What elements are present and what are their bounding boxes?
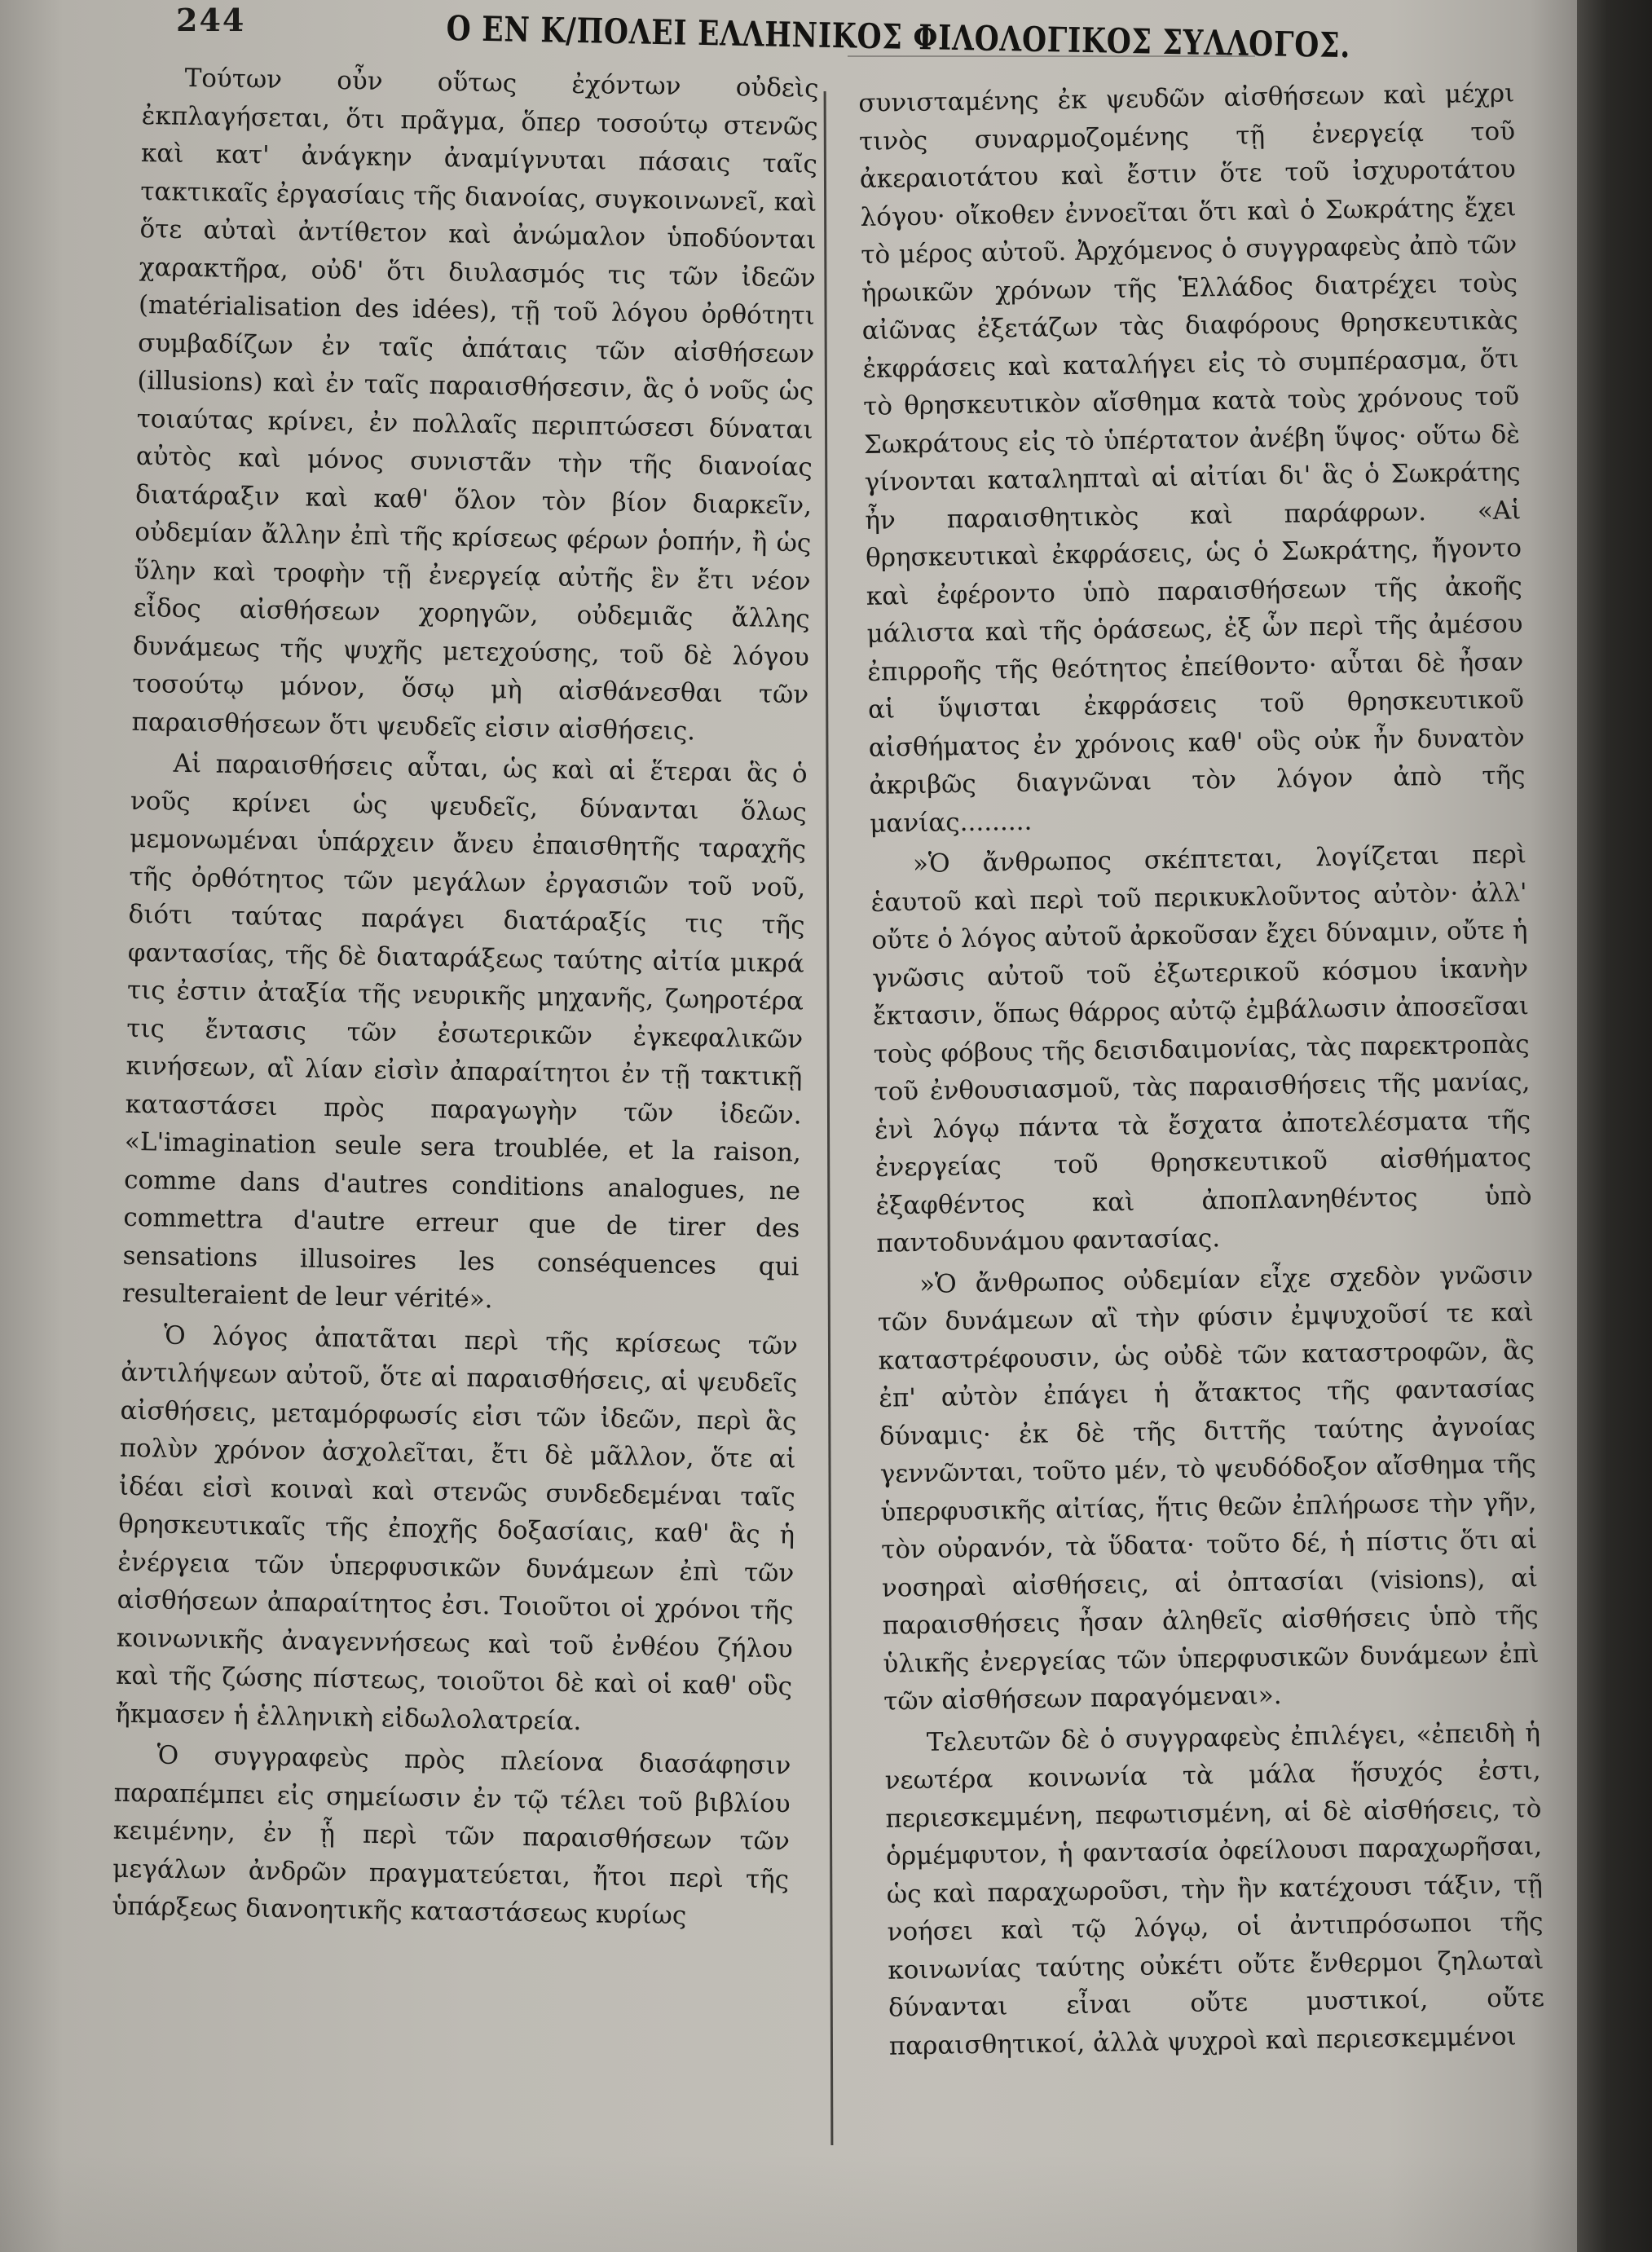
right-column bbox=[858, 74, 1545, 2068]
right-paragraph-1: συνισταμένης ἐκ ψευδῶν αἰσθήσεων καὶ μέχρι τινὸς συναρμοζομένης τῇ ἐνεργείᾳ τοῦ ἀκεραιοτάτου καὶ ἔστιν ὅτε τοῦ ἰσχυροτάτου λόγου· οἴκοθεν ἐννοεῖται ὅτι καὶ ὁ Σωκράτης ἔχει τὸ μέρος αὐτοῦ. Ἀρχόμενος ὁ συγγραφεὺς ἀπὸ τῶν ἡρωικῶν χρόνων τῆς Ἑλλάδος διατρέχει τοὺς αἰῶνας ἐξετάζων τὰς διαφόρους θρησκευτικὰς ἐκφράσεις καὶ καταλήγει εἰς τὸ συμπέρασμα, ὅτι τὸ θρησκευτικὸν αἴσθημα κατὰ τοὺς χρόνους τοῦ Σωκράτους εἰς τὸ ὑπέρτατον ἀνέβη ὕψος· οὕτω δὲ γίνονται καταληπταὶ αἱ αἰτίαι δι' ἃς ὁ Σωκράτης ἦν παραισθητικὸς καὶ παράφρων. «Αἱ θρησκευτικαὶ ἐκφράσεις, ὡς ὁ Σωκράτης, ἤγοντο καὶ ἐφέροντο ὑπὸ παραισθήσεων τῆς ἀκοῆς μάλιστα καὶ τῆς ὁράσεως, ἐξ ὧν περὶ τῆς ἀμέσου ἐπιρροῆς τῆς θεότητος ἐπείθοντο· αὗται δὲ ἦσαν αἱ ὕψισται ἐκφράσεις τοῦ θρησκευτικοῦ αἰσθήματος ἐν χρόνοις καθ' οὓς οὐκ ἦν δυνατὸν ἀκριβῶς διαγνῶναι τὸν λόγον ἀπὸ τῆς μανίας......... bbox=[858, 78, 1526, 839]
right-paragraph-3: »Ὁ ἄνθρωπος οὐδεμίαν εἶχε σχεδὸν γνῶσιν τῶν δυνάμεων αἳ τὴν φύσιν ἐμψυχοῦσί τε καὶ καταστρέφουσιν, ὡς οὐδὲ τῶν καταστροφῶν, ἃς ἐπ' αὐτὸν ἐπάγει ἡ ἄτακτος τῆς φαντασίας δύναμις· ἐκ δὲ τῆς διττῆς ταύτης ἀγνοίας γεννῶνται, τοῦτο μέν, τὸ ψευδόδοξον αἴσθημα τῆς ὑπερφυσικῆς αἰτίας, ἥτις θεῶν ἐπλήρωσε τὴν γῆν, τὸν οὐρανόν, τὰ ὕδατα· τοῦτο δέ, ἡ πίστις ὅτι αἱ νοσηραὶ αἰσθήσεις, αἱ ὀπτασίαι (visions), αἱ παραισθήσεις ἦσαν ἀληθεῖς αἰσθήσεις ὑπὸ τῆς ὑλικῆς ἐνεργείας τῶν ὑπερφυσικῶν δυνάμεων ἐπὶ τῶν αἰσθήσεων παραγόμεναι». bbox=[877, 1259, 1540, 1717]
right-paragraph-4: Τελευτῶν δὲ ὁ συγγραφεὺς ἐπιλέγει, «ἐπειδὴ ἡ νεωτέρα κοινωνία τὰ μάλα ἥσυχός ἐστι, περιεσκεμμένη, πεφωτισμένη, αἱ δὲ αἰσθήσεις, τὸ ὁρμέμφυτον, ἡ φαντασία ὀφείλουσι παραχωρῆσαι, ὡς καὶ παραχωροῦσι, τὴν ἣν κατέχουσι τάξιν, τῇ νοήσει καὶ τῷ λόγῳ, οἱ ἀντιπρόσωποι τῆς κοινωνίας ταύτης οὐκέτι οὔτε ἔνθερμοι ζηλωταὶ δύνανται εἶναι οὔτε μυστικοί, οὔτε παραισθητικοί, ἀλλὰ ψυχροὶ καὶ περιεσκεμμένοι bbox=[884, 1717, 1545, 2061]
page-header bbox=[0, 0, 1577, 65]
running-title: Ο ΕΝ Κ/ΠΟΛΕΙ ΕΛΛΗΝΙΚΟΣ ΦΙΛΟΛΟΓΙΚΟΣ ΣΥΛΛΟΓΟΣ. bbox=[446, 8, 1351, 66]
column-divider bbox=[824, 91, 834, 2145]
left-paragraph-1: Τούτων οὖν οὕτως ἐχόντων οὐδεὶς ἐκπλαγήσεται, ὅτι πρᾶγμα, ὅπερ τοσούτῳ στενῶς καὶ κατ' ἀνάγκην ἀναμίγνυται πάσαις ταῖς τακτικαῖς ἐργασίαις τῆς διανοίας, συγκοινωνεῖ, καὶ ὅτε αὐταὶ ἀντίθετον καὶ ἀνώμαλον ὑποδύονται χαρακτῆρα, οὐδ' ὅτι διυλασμός τις τῶν ἰδεῶν (matérialisation des idées), τῇ τοῦ λόγου ὀρθότητι συμβαδίζων ἐν ταῖς ἀπάταις τῶν αἰσθήσεων (illusions) καὶ ἐν ταῖς παραισθήσεσιν, ἃς ὁ νοῦς ὡς τοιαύτας κρίνει, ἐν πολλαῖς περιπτώσεσι δύναται αὐτὸς καὶ μόνος συνιστᾶν τὴν τῆς διανοίας διατάραξιν καὶ καθ' ὅλον τὸν βίον διαρκεῖν, οὐδεμίαν ἄλλην ἐπὶ τῆς κρίσεως φέρων ῥοπήν, ἢ ὡς ὕλην καὶ τροφὴν τῇ ἐνεργείᾳ αὐτῆς ἓν ἔτι νέον εἶδος αἰσθήσεων χορηγῶν, οὐδεμιᾶς ἄλλης δυνάμεως τῆς ψυχῆς μετεχούσης, τοῦ δὲ λόγου τοσούτῳ μόνον, ὅσῳ μὴ αἰσθάνεσθαι τῶν παραισθήσεων ὅτι ψευδεῖς εἰσιν αἰσθήσεις. bbox=[131, 63, 819, 746]
header-rule bbox=[848, 55, 1255, 57]
right-paragraph-2: »Ὁ ἄνθρωπος σκέπτεται, λογίζεται περὶ ἑαυτοῦ καὶ περὶ τοῦ περικυκλοῦντος αὐτὸν· ἀλλ' οὔτε ὁ λόγος αὐτοῦ ἀρκοῦσαν ἔχει δύναμιν, οὔτε ἡ γνῶσις αὐτοῦ τοῦ ἐξωτερικοῦ κόσμου ἱκανὴν ἔκτασιν, ὅπως θάρρος αὐτῷ ἐμβάλωσιν ἀποσεῖσαι τοὺς φόβους τῆς δεισιδαιμονίας, τὰς παρεκτροπὰς τοῦ ἐνθουσιασμοῦ, τὰς παραισθήσεις τῆς μανίας, ἑνὶ λόγῳ πάντα τὰ ἔσχατα ἀποτελέσματα τῆς ἐνεργείας τοῦ θρησκευτικοῦ αἰσθήματος ἐξαφθέντος καὶ ἀποπλανηθέντος ὑπὸ παντοδυνάμου φαντασίας. bbox=[870, 840, 1532, 1258]
page-shadow bbox=[0, 2154, 1577, 2252]
left-paragraph-2: Αἱ παραισθήσεις αὗται, ὡς καὶ αἱ ἕτεραι ἃς ὁ νοῦς κρίνει ὡς ψευδεῖς, δύνανται ὅλως μεμονωμέναι ὑπάρχειν ἄνευ ἐπαισθητῆς ταραχῆς τῆς ὀρθότητος τῶν μεγάλων ἐργασιῶν τοῦ νοῦ, διότι ταύτας παράγει διατάραξίς τις τῆς φαντασίας, τῆς δὲ διαταράξεως ταύτης αἰτία μικρά τις ἐστιν ἀταξία τῆς νευρικῆς μηχανῆς, ζωηροτέρα τις ἔντασις τῶν ἐσωτερικῶν ἐγκεφαλικῶν κινήσεων, αἳ λίαν εἰσὶν ἀπαραίτητοι ἐν τῇ τακτικῇ καταστάσει πρὸς παραγωγὴν τῶν ἰδεῶν. «L'imagination seule sera troublée, et la raison, comme dans d'autres conditions analogues, ne commettra d'autre erreur que de tirer des sensations illusoires les conséquences qui resulteraient de leur vérité». bbox=[121, 748, 808, 1315]
page-number: 244 bbox=[176, 2, 246, 38]
book-gutter bbox=[1577, 0, 1652, 2252]
left-paragraph-4: Ὁ συγγραφεὺς πρὸς πλείονα διασάφησιν παραπέμπει εἰς σημείωσιν ἐν τῷ τέλει τοῦ βιβλίου κειμένην, ἐν ᾗ περὶ τῶν παραισθήσεων τῶν μεγάλων ἀνδρῶν πραγματεύεται, ἤτοι περὶ τῆς ὑπάρξεως διανοητικῆς καταστάσεως κυρίως bbox=[112, 1740, 791, 1931]
left-paragraph-3: Ὁ λόγος ἀπατᾶται περὶ τῆς κρίσεως τῶν ἀντιλήψεων αὐτοῦ, ὅτε αἱ παραισθήσεις, αἱ ψευδεῖς αἰσθήσεις, μεταμόρφωσίς εἰσι τῶν ἰδεῶν, περὶ ἃς πολὺν χρόνον ἀσχολεῖται, ἔτι δὲ μᾶλλον, ὅτε αἱ ἰδέαι εἰσὶ κοιναὶ καὶ στενῶς συνδεδεμέναι ταῖς θρησκευτικαῖς τῆς ἐποχῆς δοξασίαις, καθ' ἃς ἡ ἐνέργεια τῶν ὑπερφυσικῶν δυνάμεων ἐπὶ τῶν αἰσθήσεων ἀπαραίτητος ἐσι. Τοιοῦτοι οἱ χρόνοι τῆς κοινωνικῆς ἀναγεννήσεως καὶ τοῦ ἐνθέου ζήλου καὶ τῆς ζώσης πίστεως, τοιοῦτοι δὲ καὶ οἱ καθ' οὓς ἤκμασεν ἡ ἑλληνικὴ εἰδωλολατρεία. bbox=[115, 1320, 799, 1736]
left-column bbox=[112, 59, 819, 1940]
